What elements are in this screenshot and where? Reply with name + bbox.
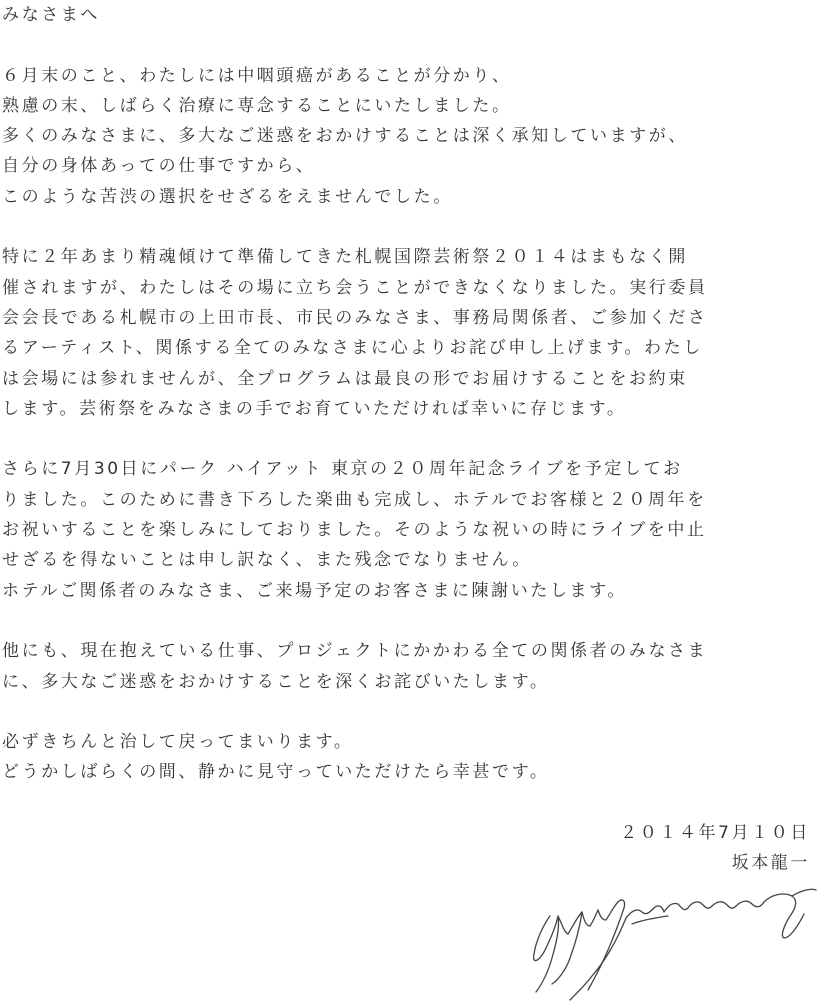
paragraph-line: 特に２年あまり精魂傾けて準備してきた札幌国際芸術祭２０１４はまもなく開 xyxy=(2,247,688,268)
paragraph-line: お祝いすることを楽しみにしておりました。そのような祝いの時にライブを中止 xyxy=(2,520,707,541)
paragraph-line: 他にも、現在抱えている仕事、プロジェクトにかかわる全ての関係者のみなさま xyxy=(2,641,708,662)
paragraph-line: さらに7月30日にパーク ハイアット 東京の２０周年記念ライブを予定してお xyxy=(2,459,683,480)
paragraph-line: 催されますが、わたしはその場に立ち会うことができなくなりました。実行委員 xyxy=(2,277,708,298)
paragraph-line: 自分の身体あっての仕事ですから、 xyxy=(2,156,316,177)
paragraph-line: 必ずきちんと治して戻ってまいります。 xyxy=(2,732,354,753)
signature-stroke xyxy=(626,901,764,918)
author-name: 坂本龍一 xyxy=(731,853,810,874)
paragraph-closing xyxy=(2,727,816,788)
signature-stroke xyxy=(534,916,559,992)
paragraph-hotel-live xyxy=(2,454,816,605)
letter-date: ２０１４年7月１０日 xyxy=(620,823,810,844)
paragraph-line: せざるを得ないことは申し訳なく、また残念でなりません。 xyxy=(2,550,532,571)
paragraph-line: 熟慮の末、しばらく治療に専念することにいたしました。 xyxy=(2,95,512,116)
paragraph-line: 多くのみなさまに、多大なご迷惑をおかけすることは深く承知していますが、 xyxy=(2,126,688,147)
paragraph-line: このような苦渋の選択をせざるをえませんでした。 xyxy=(2,186,453,207)
signature-stroke xyxy=(632,916,668,924)
paragraph-line: に、多大なご迷惑をおかけすることを深くお詫びいたします。 xyxy=(2,671,550,692)
signature-stroke xyxy=(792,889,816,896)
paragraph-line: します。芸術祭をみなさまの手でお育ていただければ幸いに存じます。 xyxy=(2,398,627,419)
paragraph-line: ６月末のこと、わたしには中咽頭癌があることが分かり、 xyxy=(2,65,512,86)
paragraph-spacer xyxy=(2,212,816,242)
paragraph-art-festival xyxy=(2,242,816,424)
signature-stroke xyxy=(582,910,598,926)
paragraph-line: るアーティスト、関係する全てのみなさまに心よりお詫び申し上げます。わたし xyxy=(2,338,703,359)
paragraph-line: ホテルご関係者のみなさま、ご来場予定のお客さまに陳謝いたします。 xyxy=(2,580,627,601)
handwritten-signature xyxy=(522,880,818,1004)
signature-stroke xyxy=(588,900,625,990)
paragraph-spacer xyxy=(2,30,816,60)
paragraph-spacer xyxy=(2,424,816,454)
paragraph-line: どうかしばらくの間、静かに見守っていただけたら幸甚です。 xyxy=(2,762,550,783)
signature-stroke xyxy=(764,894,804,938)
paragraph-line: りました。このために書き下ろした楽曲も完成し、ホテルでお客様と２０周年を xyxy=(2,489,707,510)
signature-stroke xyxy=(598,902,618,920)
paragraph-line: 会会長である札幌市の上田市長、市民のみなさま、事務局関係者、ご参加くださ xyxy=(2,307,708,328)
greeting: みなさまへ xyxy=(2,5,100,25)
paragraph-spacer xyxy=(2,788,816,818)
letter-body xyxy=(2,0,816,879)
paragraph-spacer xyxy=(2,697,816,727)
paragraph-other-projects xyxy=(2,636,816,697)
paragraph-spacer xyxy=(2,606,816,636)
paragraph-diagnosis xyxy=(2,61,816,212)
paragraph-line: は会場には参れませんが、全プログラムは最良の形でお届けすることをお約束 xyxy=(2,368,688,389)
